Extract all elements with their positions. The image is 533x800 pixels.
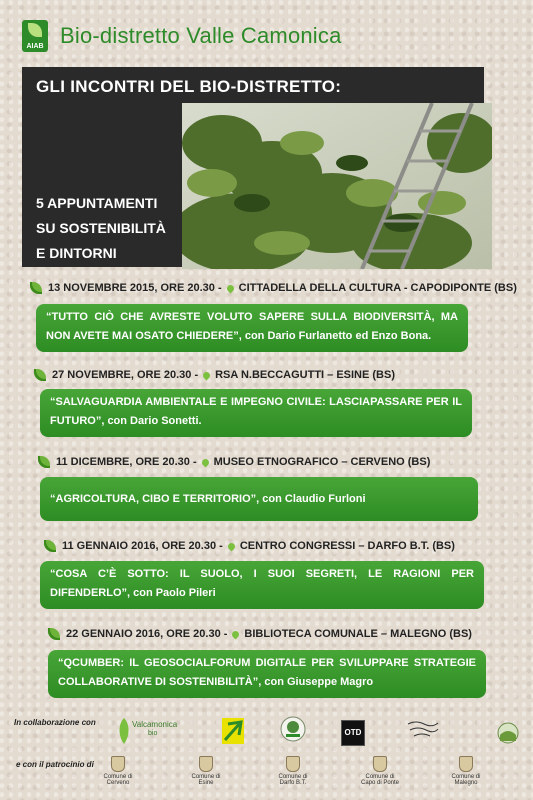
brand-title: Bio-distretto Valle Camonica	[60, 23, 342, 48]
leaf-icon	[48, 628, 60, 640]
valcamonica-name: Valcamonica	[132, 720, 178, 729]
comune-name: Comune di Capo di Ponte	[360, 774, 400, 786]
event-date: 27 NOVEMBRE, ORE 20.30 -	[52, 369, 199, 381]
crest-icon	[111, 756, 125, 772]
crest-icon	[459, 756, 473, 772]
valcamonica-sub: bio	[148, 730, 158, 737]
event-card: “AGRICOLTURA, CIBO E TERRITORIO”, con Claudio Furloni	[40, 477, 478, 521]
round-seal-logo	[280, 716, 306, 747]
event-card: “SALVAGUARDIA AMBIENTALE E IMPEGNO CIVILE: LASCIAPASSARE PER IL FUTURO”, con Dario Sonetti.	[40, 389, 472, 437]
event-card: “TUTTO CIÒ CHE AVRESTE VOLUTO SAPERE SULLA BIODIVERSITÀ, MA NON AVETE MAI OSATO CHIEDERE”, con Dario Furlanetto ed Enzo Bona.	[36, 304, 468, 352]
globe-logo	[497, 722, 519, 749]
leaf-icon	[28, 23, 42, 37]
comune-crest	[273, 756, 313, 786]
location-pin-icon	[200, 457, 210, 467]
hero-subtitle	[36, 191, 166, 266]
comune-name: Comune di Darfo B.T.	[278, 774, 308, 786]
aiab-logo	[22, 20, 48, 52]
hero-title: GLI INCONTRI DEL BIO-DISTRETTO:	[36, 77, 342, 96]
comune-name: Comune di Cerveno	[103, 774, 133, 786]
script-logo	[406, 718, 440, 747]
comune-name: Comune di Esine	[191, 774, 221, 786]
event-place: CITTADELLA DELLA CULTURA - CAPODIPONTE (BS)	[238, 282, 517, 294]
leaf-icon	[30, 282, 42, 294]
leaf-icon	[44, 540, 56, 552]
otd-logo: OTD	[341, 720, 365, 746]
leaf-icon	[38, 456, 50, 468]
collab-label: In collaborazione con	[14, 718, 96, 727]
location-pin-icon	[226, 541, 236, 551]
crest-icon	[373, 756, 387, 772]
event-place: CENTRO CONGRESSI – DARFO B.T. (BS)	[239, 540, 455, 552]
crest-icon	[199, 756, 213, 772]
location-pin-icon	[225, 283, 235, 293]
event-date: 11 GENNAIO 2016, ORE 20.30 -	[62, 540, 223, 552]
hero-sub-line: SU SOSTENIBILITÀ	[36, 220, 166, 236]
comune-name: Comune di Malegno	[451, 774, 481, 786]
event-place: BIBLIOTECA COMUNALE – MALEGNO (BS)	[244, 628, 472, 640]
comune-crest	[186, 756, 226, 786]
event-card: “COSA C’È SOTTO: IL SUOLO, I SUOI SEGRETI, LE RAGIONI PER DIFENDERLO”, con Paolo Pileri	[40, 561, 484, 609]
event-place: MUSEO ETNOGRAFICO – CERVENO (BS)	[213, 456, 431, 468]
green-arrow-logo	[222, 718, 244, 749]
event-place: RSA N.BECCAGUTTI – ESINE (BS)	[215, 369, 395, 381]
crest-icon	[286, 756, 300, 772]
hero-sub-line: E DINTORNI	[36, 245, 117, 261]
event-date: 13 NOVEMBRE 2015, ORE 20.30 -	[48, 282, 222, 294]
event-header	[30, 282, 517, 294]
hero-sub-line: 5 APPUNTAMENTI	[36, 195, 158, 211]
event-header	[44, 540, 455, 552]
leaf-icon	[34, 369, 46, 381]
event-header	[48, 628, 472, 640]
valcamonica-logo	[116, 714, 176, 748]
header	[22, 18, 342, 54]
event-date: 11 DICEMBRE, ORE 20.30 -	[56, 456, 197, 468]
comune-crest	[446, 756, 486, 786]
event-header	[34, 369, 395, 381]
hero-box	[22, 67, 484, 267]
logo-text: AIAB	[26, 43, 44, 50]
patron-label: e con il patrocinio di	[16, 760, 94, 769]
comune-crest	[98, 756, 138, 786]
event-date: 22 GENNAIO 2016, ORE 20.30 -	[66, 628, 228, 640]
location-pin-icon	[231, 629, 241, 639]
event-card: “QCUMBER: IL GEOSOCIALFORUM DIGITALE PER SVILUPPARE STRATEGIE COLLABORATIVE DI SOSTENIBILITÀ”, con Giuseppe Magro	[48, 650, 486, 698]
comune-crest	[360, 756, 400, 786]
location-pin-icon	[202, 370, 212, 380]
event-header	[38, 456, 430, 468]
hero-photo	[182, 103, 492, 269]
